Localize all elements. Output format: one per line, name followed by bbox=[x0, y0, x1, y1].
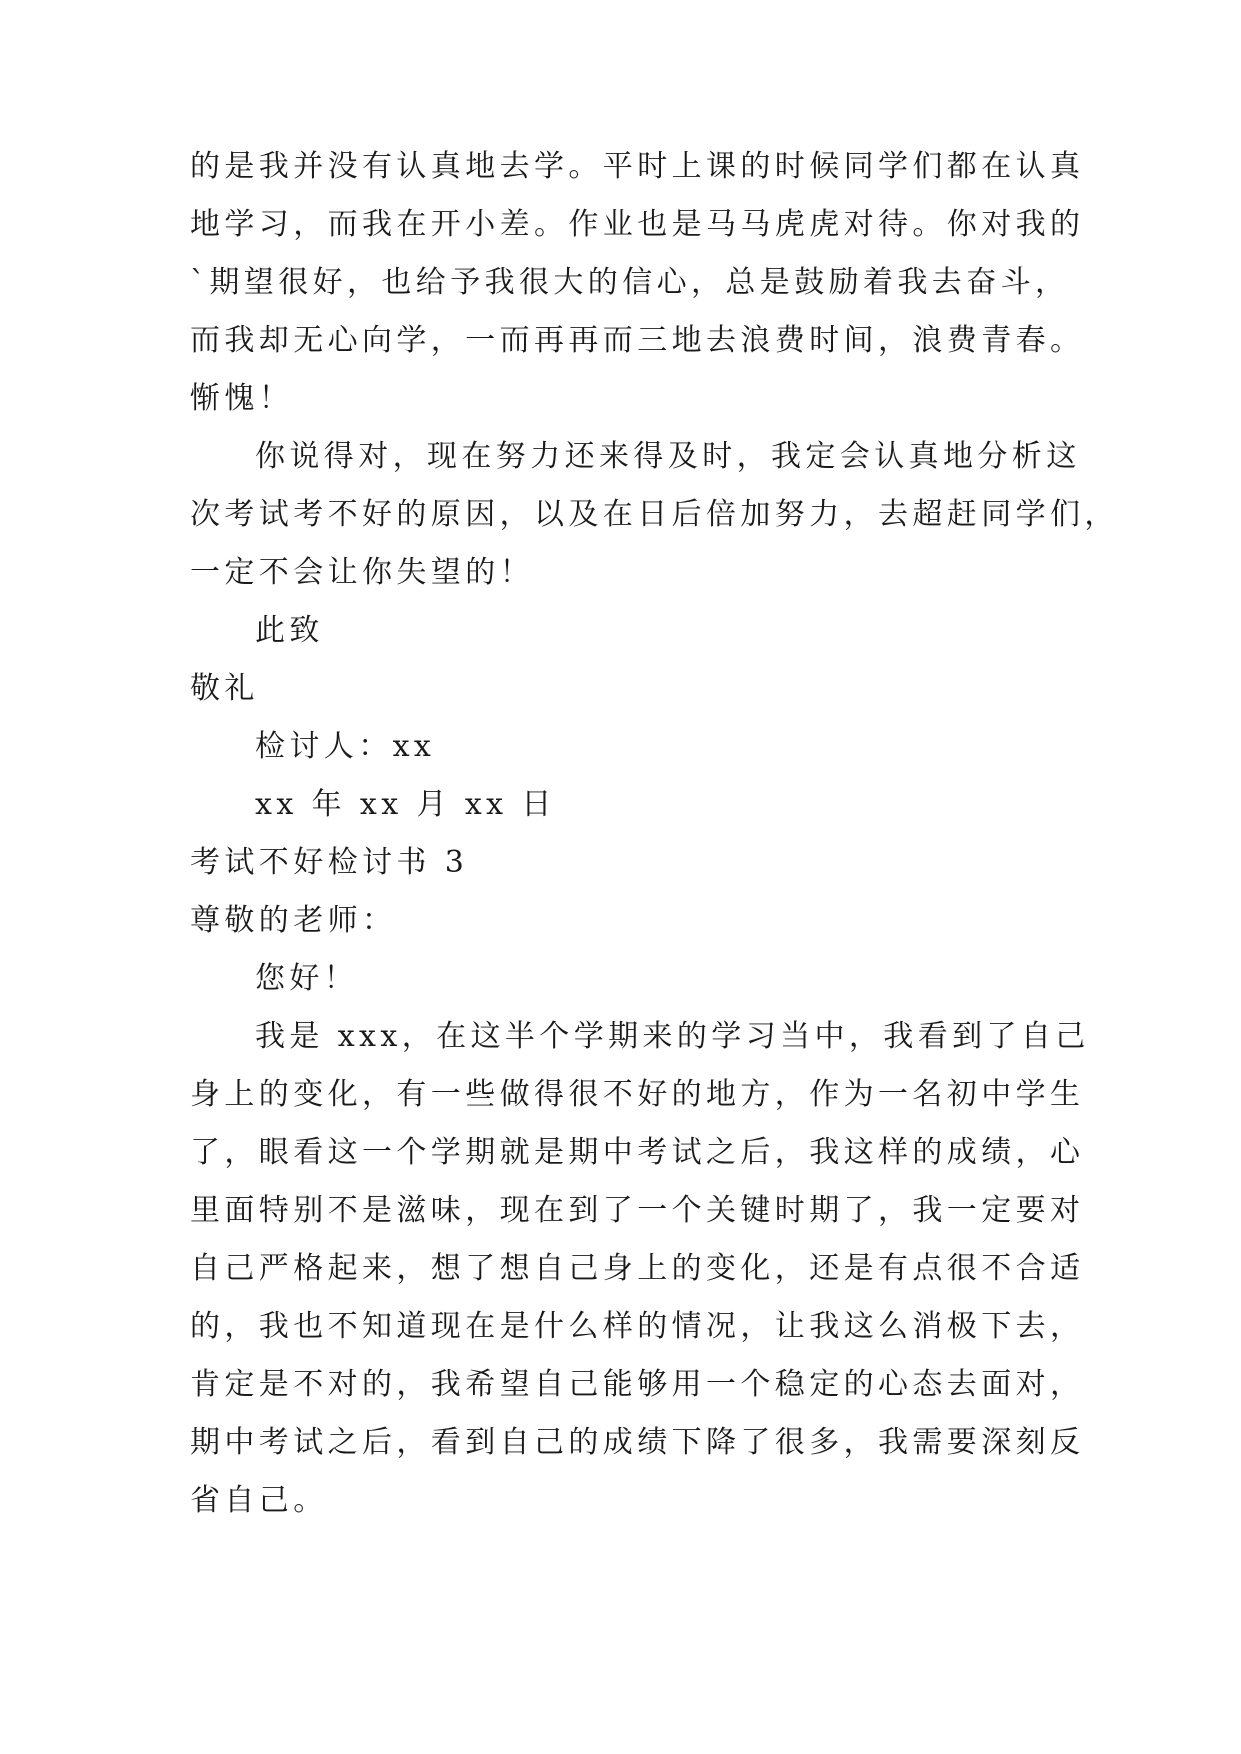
text-line: 期中考试之后，看到自己的成绩下降了很多，我需要深刻反 bbox=[190, 1425, 1085, 1460]
text-line: 的是我并没有认真地去学。平时上课的时候同学们都在认真 bbox=[190, 149, 1085, 184]
text-line: 次考试考不好的原因，以及在日后倍加努力，去超赶同学们， bbox=[190, 497, 1119, 532]
closing-salutation: 此致 bbox=[255, 613, 324, 648]
closing-regards: 敬礼 bbox=[190, 671, 259, 706]
text-line: 一定不会让你失望的！ bbox=[190, 555, 534, 590]
text-line: 惭愧！ bbox=[190, 381, 294, 416]
text-line: 自己严格起来，想了想自己身上的变化，还是有点很不合适 bbox=[190, 1251, 1085, 1286]
greeting: 您好！ bbox=[255, 961, 359, 996]
text-line: 的，我也不知道现在是什么样的情况，让我这么消极下去， bbox=[190, 1309, 1085, 1344]
date-line: xx 年 xx 月 xx 日 bbox=[255, 787, 556, 822]
section-title: 考试不好检讨书 3 bbox=[190, 845, 469, 880]
paragraph-start-line: 我是 xxx，在这半个学期来的学习当中，我看到了自己 bbox=[255, 1019, 1090, 1054]
text-line: 省自己。 bbox=[190, 1483, 328, 1518]
text-line: 地学习，而我在开小差。作业也是马马虎虎对待。你对我的 bbox=[190, 207, 1085, 242]
text-line: 了，眼看这一个学期就是期中考试之后，我这样的成绩，心 bbox=[190, 1135, 1085, 1170]
text-line: 里面特别不是滋味，现在到了一个关键时期了，我一定要对 bbox=[190, 1193, 1085, 1228]
signature-line: 检讨人：xx bbox=[255, 729, 436, 764]
paragraph-start-line: 你说得对，现在努力还来得及时，我定会认真地分析这 bbox=[255, 439, 1081, 474]
text-line: `期望很好，也给予我很大的信心，总是鼓励着我去奋斗， bbox=[190, 265, 1070, 300]
text-line: 身上的变化，有一些做得很不好的地方，作为一名初中学生 bbox=[190, 1077, 1085, 1112]
text-line: 肯定是不对的，我希望自己能够用一个稳定的心态去面对， bbox=[190, 1367, 1085, 1402]
text-line: 而我却无心向学，一而再再而三地去浪费时间，浪费青春。 bbox=[190, 323, 1085, 358]
greeting-recipient: 尊敬的老师： bbox=[190, 903, 397, 938]
